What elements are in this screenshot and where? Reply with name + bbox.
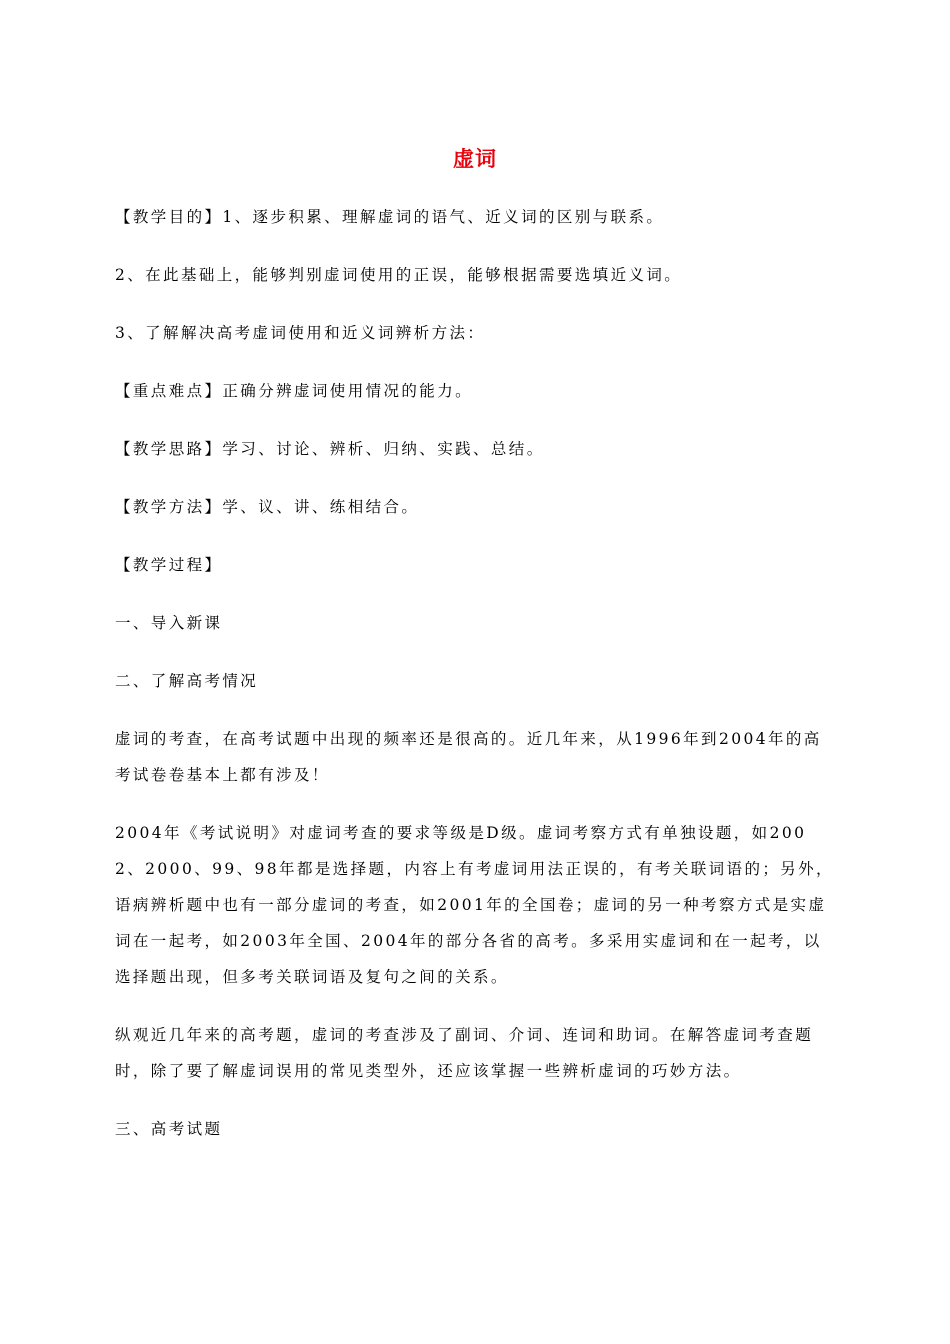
paragraph-teaching-process: 【教学过程】 bbox=[115, 556, 223, 574]
paragraph-goal-3: 3、了解解决高考虚词使用和近义词辨析方法： bbox=[115, 324, 486, 342]
section-heading-exam-questions: 三、高考试题 bbox=[115, 1120, 223, 1138]
paragraph-teaching-method: 【教学方法】学、议、讲、练相结合。 bbox=[115, 498, 420, 516]
section-heading-exam-situation: 二、了解高考情况 bbox=[115, 672, 259, 690]
paragraph-key-points: 【重点难点】正确分辨虚词使用情况的能力。 bbox=[115, 382, 474, 400]
paragraph-exam-requirements: 2004年《考试说明》对虚词考查的要求等级是D级。虚词考察方式有单独设题，如2002、2000、99、98年都是选择题，内容上有考虚词用法正误的，有考关联词语的；另外，语病辨析题中也有一部分虚词的考查，如2001年的全国卷；虚词的另一种考察方式是实虚词在一起考，如2003年全国、2004年的部分各省的高考。多采用实虚词和在一起考，以选择题出现，但多考关联词语及复句之间的关系。 bbox=[115, 824, 834, 986]
paragraph-goal-2: 2、在此基础上，能够判别虚词使用的正误，能够根据需要选填近义词。 bbox=[115, 266, 683, 284]
document-title: 虚词 bbox=[453, 147, 497, 171]
section-heading-intro: 一、导入新课 bbox=[115, 614, 223, 632]
document-body bbox=[115, 199, 835, 1169]
paragraph-teaching-approach: 【教学思路】学习、讨论、辨析、归纳、实践、总结。 bbox=[115, 440, 545, 458]
paragraph-teaching-goal: 【教学目的】1、逐步积累、理解虚词的语气、近义词的区别与联系。 bbox=[115, 208, 665, 226]
paragraph-exam-frequency: 虚词的考查，在高考试题中出现的频率还是很高的。近几年来，从1996年到2004年的高考试卷卷基本上都有涉及！ bbox=[115, 730, 822, 784]
paragraph-exam-overview: 纵观近几年来的高考题，虚词的考查涉及了副词、介词、连词和助词。在解答虚词考查题时，除了要了解虚词误用的常见类型外，还应该掌握一些辨析虚词的巧妙方法。 bbox=[115, 1026, 814, 1080]
